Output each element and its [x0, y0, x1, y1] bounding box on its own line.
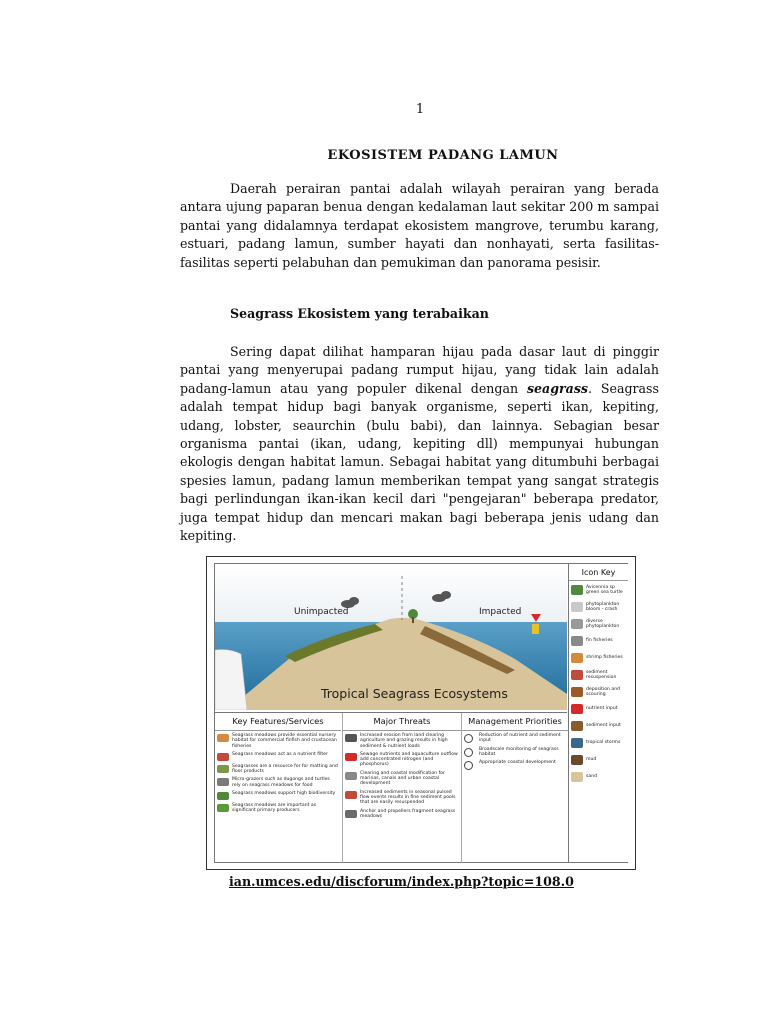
ecosystem-illustration	[215, 564, 567, 710]
threat-item	[343, 769, 461, 788]
icon-key-item	[569, 751, 628, 768]
paragraph-intro: Daerah perairan pantai adalah wilayah perairan yang berada antara ujung paparan benua dengan kedalaman laut sekitar 200 m sampai pantai yang didalamnya terdapat ekosistem mangrove, terumbu karang, estuari, padang lamun, sumber hayati dan nonhayati, serta fasilitas-fasilitas seperti pelabuhan dan pemukiman dan panorama pesisir.	[180, 181, 659, 270]
icon-key-item	[569, 598, 628, 615]
priority-text: Broadscale monitoring of seagrass habitat	[479, 746, 559, 757]
page-title: EKOSISTEM PADANG LAMUN	[327, 148, 559, 163]
threat-item	[343, 750, 461, 769]
priorities-column	[461, 713, 568, 863]
priority-icon	[464, 734, 473, 743]
icon-key-label: fin fisheries	[586, 638, 613, 643]
icon-key-symbol-icon	[571, 772, 583, 782]
features-column	[215, 713, 341, 863]
paragraph-seagrass	[180, 343, 659, 545]
icon-key-label: sediment resuspension	[586, 669, 617, 680]
icon-key-item	[569, 768, 628, 785]
icon-key-item	[569, 666, 628, 683]
icon-key-symbol-icon	[571, 636, 583, 646]
threat-icon	[345, 753, 357, 761]
icon-key-label: diverse phytoplankton	[586, 618, 620, 629]
threat-item	[343, 807, 461, 821]
icon-key-item	[569, 615, 628, 632]
threats-heading: Major Threats	[343, 713, 461, 731]
threat-icon	[345, 772, 357, 780]
feature-item	[215, 731, 341, 750]
icon-key-symbol-icon	[571, 687, 583, 697]
feature-item	[215, 762, 341, 776]
figure-info-table	[215, 712, 567, 863]
seagrass-term: seagrass	[526, 380, 588, 396]
feature-item	[215, 750, 341, 762]
feature-text: Seagrass meadows provide essential nursery habitat for commercial finfish and crustacean fisheries	[232, 733, 337, 749]
threat-text: Increased sediments in seasonal pulsed flow events results in fine sediment pools that are easily resuspended	[360, 789, 456, 806]
threat-text: Anchor and propellers fragment seagrass meadows	[360, 808, 456, 819]
icon-key-label: deposition and scouring	[586, 686, 621, 697]
icon-key-symbol-icon	[571, 602, 583, 612]
icon-key-symbol-icon	[571, 721, 583, 731]
seagrass-figure	[206, 556, 636, 870]
threat-icon	[345, 791, 357, 799]
threat-text: Clearing and coastal modification for marinas, canals and urban coastal development	[360, 770, 445, 787]
priorities-heading: Management Priorities	[462, 713, 568, 731]
icon-key-label: sediment input	[586, 723, 621, 728]
icon-key-symbol-icon	[571, 738, 583, 748]
feature-text: Micro-grazers such as dugongs and turtles rely on seagrass meadows for food	[232, 777, 330, 788]
icon-key-label: nutrient input	[586, 706, 618, 711]
icon-key-symbol-icon	[571, 653, 583, 663]
icon-key-title: Icon Key	[569, 564, 628, 581]
figure-frame	[214, 563, 628, 863]
icon-key-symbol-icon	[571, 619, 583, 629]
threat-icon	[345, 734, 357, 742]
icon-key-symbol-icon	[571, 755, 583, 765]
priority-item	[462, 745, 568, 759]
feature-icon	[217, 765, 229, 773]
icon-key-item	[569, 649, 628, 666]
threats-column	[342, 713, 461, 863]
paragraph-seagrass-start: Sering dapat dilihat hamparan hijau pada dasar laut di pinggir pantai yang menyerupai padang rumput hijau, yang tidak lain adalah padang-lamun atau yang populer dikenal dengan	[180, 344, 659, 396]
icon-key-item	[569, 683, 628, 700]
threat-icon	[345, 810, 357, 818]
priority-text: Appropriate coastal development	[479, 760, 556, 766]
feature-item	[215, 789, 341, 801]
icon-key-list	[569, 581, 628, 785]
feature-item	[215, 801, 341, 815]
icon-key-label: phytoplankton bloom - crash	[586, 601, 620, 612]
priority-item	[462, 758, 568, 771]
flag-icon	[532, 624, 539, 634]
icon-key-label: tropical storms	[586, 740, 621, 745]
threats-list	[343, 731, 461, 820]
priority-icon	[464, 761, 473, 770]
feature-icon	[217, 792, 229, 800]
icon-key-symbol-icon	[571, 670, 583, 680]
icon-key-item	[569, 700, 628, 717]
icon-key-item	[569, 581, 628, 598]
figure-banner-title: Tropical Seagrass Ecosystems	[321, 686, 508, 701]
feature-text: Seagrass meadows are important as significant primary producers	[232, 803, 317, 814]
threat-text: Increased erosion from land clearing agriculture and grazing results in high sediment & nutrient loads	[360, 733, 448, 749]
source-link[interactable]: ian.umces.edu/discforum/index.php?topic=108.0	[229, 874, 574, 889]
feature-text: Seagrass meadows act as a nutrient filter	[232, 751, 328, 757]
features-list	[215, 731, 341, 815]
icon-key-item	[569, 734, 628, 751]
feature-text: Seagrass meadows support high biodiversity	[232, 791, 336, 797]
feature-text: Seagrasses are a resource for for matting and floor products	[232, 763, 338, 775]
feature-icon	[217, 734, 229, 742]
icon-key-symbol-icon	[571, 585, 583, 595]
icon-key-symbol-icon	[571, 704, 583, 714]
icon-key-label: Avicennia sp green sea turtle	[586, 584, 623, 595]
features-heading: Key Features/Services	[215, 713, 341, 731]
feature-item	[215, 775, 341, 789]
feature-icon	[217, 778, 229, 786]
threat-item	[343, 731, 461, 750]
icon-key-item	[569, 632, 628, 649]
threat-item	[343, 788, 461, 807]
feature-icon	[217, 753, 229, 761]
icon-key-label: mud	[586, 757, 597, 762]
icon-key-panel	[568, 564, 628, 862]
threat-text: Sewage nutrients and aquaculture outflow add concentrated nitrogen (and phosphorus)	[360, 751, 458, 768]
section-subheading: Seagrass Ekosistem yang terabaikan	[230, 306, 489, 321]
priority-icon	[464, 748, 473, 757]
priority-text: Reduction of nutrient and sediment input	[479, 733, 561, 744]
priority-item	[462, 731, 568, 745]
label-impacted: Impacted	[479, 607, 522, 617]
feature-icon	[217, 804, 229, 812]
icon-key-item	[569, 717, 628, 734]
icon-key-label: sand	[586, 774, 598, 779]
label-unimpacted: Unimpacted	[294, 607, 349, 617]
paragraph-seagrass-rest: . Seagrass adalah tempat hidup bagi banyak organisme, seperti ikan, kepiting, udang, lobster, seaurchin (bulu babi), dan lainnya. Sebagian besar organisma pantai (ikan, udang, kepiting dll) mempunyai hubungan ekologis dengan habitat lamun. Sebagai habitat yang ditumbuhi berbagai spesies lamun, padang lamun memberikan tempat yang sangat strategis bagi perlindungan ikan-ikan kecil dari "pengejaran" beberapa predator, juga tempat hidup dan mencari makan bagi beberapa jenis udang dan kepiting.	[180, 380, 659, 544]
icon-key-label: shrimp fisheries	[586, 655, 623, 660]
priorities-list	[462, 731, 568, 771]
page-number: 1	[415, 102, 425, 117]
